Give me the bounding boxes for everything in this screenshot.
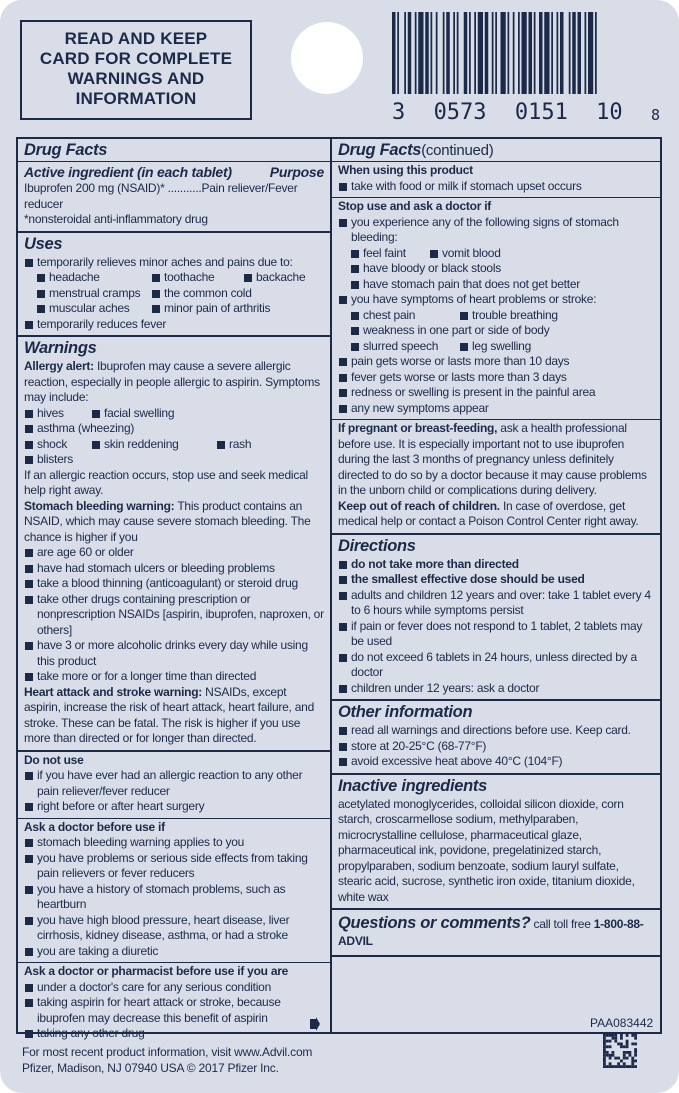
allergy-after: If an allergic reaction occurs, stop use and seek medical help right away. (24, 467, 308, 497)
use-item: menstrual cramps (36, 286, 147, 302)
stop-use-item: fever gets worse or lasts more than 3 days (338, 370, 654, 386)
ask-doctor-heading: Ask a doctor before use if (24, 819, 165, 834)
bleed-item: have stomach pain that does not get better (350, 277, 654, 293)
ask-pharmacist-item: taking any other drug (24, 1026, 324, 1042)
directions-heading: Directions (338, 536, 416, 555)
stop-use-section (332, 198, 660, 420)
stomach-label: Stomach bleeding warning: (24, 498, 175, 513)
heart-symptom: weakness in one part or side of body (350, 323, 654, 339)
warnings-heading: Warnings (24, 339, 97, 357)
barcode (392, 12, 660, 94)
active-ingredient-section (18, 162, 330, 233)
pregnancy-label: If pregnant or breast-feeding, (338, 421, 498, 435)
heart-text: NSAIDs, except aspirin, increase the risk of heart attack, heart failure, and stroke. These can be fatal. The risk is higher if you use more than directed or for longer than directed. (24, 684, 314, 745)
stomach-item: are age 60 or older (24, 545, 324, 561)
arrow-right-icon (310, 1017, 320, 1031)
other-information-heading: Other information (338, 703, 473, 721)
heart-warning (24, 685, 324, 747)
ask-doctor-item: you have problems or serious side effects from taking pain relievers or fever reducers (24, 851, 324, 882)
ask-doctor-item: you have a history of stomach problems, such as heartburn (24, 882, 324, 913)
barcode-digit-3: 0151 (514, 100, 568, 125)
uses-section (18, 233, 330, 338)
use-item: muscular aches (36, 301, 147, 317)
read-and-keep-box (20, 20, 252, 120)
use-item: toothache (151, 270, 239, 286)
directions-bold-item: do not take more than directed (338, 557, 654, 573)
bleed-item: vomit blood (429, 246, 501, 262)
drug-facts-title: Drug Facts (24, 141, 108, 159)
directions-item: children under 12 years: ask a doctor (338, 681, 654, 697)
active-ingredient-row (24, 163, 324, 181)
stomach-item: have had stomach ulcers or bleeding problems (24, 561, 324, 577)
drug-facts-continued-header (332, 139, 660, 162)
heart-symptom: chest pain (350, 308, 455, 324)
bleed-row-3 (338, 277, 654, 293)
right-column (332, 139, 660, 1032)
heart-row-2 (338, 323, 654, 339)
stop-use-item: pain gets worse or lasts more than 10 days (338, 354, 654, 370)
symptom-item: shock (24, 437, 87, 453)
symptom-item: skin reddening (91, 437, 212, 453)
allergy-alert (24, 359, 324, 406)
when-using-heading: When using this product (338, 163, 473, 177)
other-info-item: avoid excessive heat above 40°C (104°F) (338, 754, 654, 770)
bleed-row-1 (338, 246, 654, 262)
read-line-1: READ AND KEEP (64, 29, 208, 48)
questions-phone: 1-800-88-ADVIL (338, 917, 644, 948)
ask-pharmacist-section (18, 963, 330, 1045)
datamatrix-code (602, 1034, 638, 1068)
questions-heading: Questions or comments? (338, 914, 531, 932)
ask-doctor-section (18, 819, 330, 964)
other-info-item: store at 20-25°C (68-77°F) (338, 739, 654, 755)
uses-fever: temporarily reduces fever (24, 317, 324, 333)
read-line-2: CARD FOR COMPLETE (39, 49, 233, 68)
continued-label: (continued) (421, 142, 494, 159)
directions-section (332, 535, 660, 702)
uses-row-2 (24, 286, 324, 302)
use-item: minor pain of arthritis (151, 301, 270, 317)
ask-pharmacist-item: taking aspirin for heart attack or stroke, because ibuprofen may decrease this benefit of aspirin (24, 995, 324, 1026)
pregnancy-section (332, 420, 660, 535)
nsaid-footnote: *nonsteroidal anti-inflammatory drug (24, 212, 208, 226)
barcode-digit-1: 3 (392, 100, 406, 125)
do-not-use-item: right before or after heart surgery (24, 799, 324, 815)
when-using-item: take with food or milk if stomach upset occurs (338, 179, 654, 195)
when-using-section (332, 162, 660, 198)
inactive-ingredients-heading: Inactive ingredients (338, 776, 487, 795)
warnings-section (18, 337, 330, 752)
other-information-section (332, 701, 660, 775)
drug-facts-panel (16, 137, 662, 1040)
drug-facts-continued-title: Drug Facts (338, 141, 422, 159)
symptom-item: rash (216, 437, 269, 453)
stomach-item: take more or for a longer time than directed (24, 669, 324, 685)
read-line-4: INFORMATION (75, 89, 197, 108)
heart-row-1 (338, 308, 654, 324)
heart-intro: you have symptoms of heart problems or stroke: (338, 292, 654, 308)
directions-bold-item: the smallest effective dose should be used (338, 572, 654, 588)
directions-item: if pain or fever does not respond to 1 tablet, 2 tablets may be used (338, 619, 654, 650)
barcode-number (392, 100, 660, 125)
heart-row-3 (338, 339, 654, 355)
ask-pharmacist-item: under a doctor's care for any serious condition (24, 980, 324, 996)
active-ingredient-heading: Active ingredient (in each tablet) (24, 164, 232, 180)
use-item: backache (243, 270, 305, 286)
stop-use-heading: Stop use and ask a doctor if (338, 199, 492, 213)
symptom-item: asthma (wheezing) (24, 421, 134, 437)
read-line-3: WARNINGS AND (67, 69, 205, 88)
stop-use-item: redness or swelling is present in the painful area (338, 385, 654, 401)
uses-row-3 (24, 301, 324, 317)
questions-section (332, 910, 660, 957)
symptom-item: blisters (24, 452, 73, 468)
pregnancy-body: ask a health professional before use. It is especially important not to use ibuprofen during the last 3 months of pregnancy unless definitely directed to do so by a doctor because it may cause problems in the unborn child or complications during delivery. (338, 421, 647, 497)
keep-out-body: In case of overdose, get medical help or contact a Poison Control Center right away. (338, 498, 639, 528)
bleed-item: have bloody or black stools (350, 261, 654, 277)
footer-line-1: For most recent product information, visit www.Advil.com (22, 1045, 313, 1059)
allergy-label: Allergy alert: (24, 359, 94, 373)
stop-use-intro: you experience any of the following signs of stomach bleeding: (338, 215, 654, 246)
inactive-ingredients-section (332, 775, 660, 911)
card-hanging-hole (291, 22, 363, 94)
allergy-text: Ibuprofen may cause a severe allergic reaction, especially in people allergic to aspirin. Symptoms may include: (24, 359, 320, 404)
heart-symptom: leg swelling (459, 339, 531, 355)
ask-pharmacist-heading: Ask a doctor or pharmacist before use if you are (24, 964, 289, 978)
bleed-item: feel faint (350, 246, 425, 262)
ask-doctor-item: you are taking a diuretic (24, 944, 324, 960)
stomach-item: have 3 or more alcoholic drinks every day while using this product (24, 638, 324, 669)
heart-symptom: trouble breathing (459, 308, 558, 324)
left-column (18, 139, 332, 1040)
pregnancy-text (338, 421, 654, 499)
inactive-ingredients-text: acetylated monoglycerides, colloidal silicon dioxide, corn starch, croscarmellose sodium, methylparaben, microcrystalline cellulose, pharmaceutical glaze, pharmaceutical ink, povidone, pregelatinized starch, propylparaben, sodium benzoate, sodium lauryl sulfate, stearic acid, sucrose, synthetic iron oxide, titanium dioxide, white wax (338, 796, 635, 904)
directions-item: do not exceed 6 tablets in 24 hours, unless directed by a doctor (338, 650, 654, 681)
ask-doctor-item: stomach bleeding warning applies to you (24, 835, 324, 851)
stomach-item: take a blood thinning (anticoagulant) or steroid drug (24, 576, 324, 592)
do-not-use-section (18, 752, 330, 819)
do-not-use-item: if you have ever had an allergic reaction to any other pain reliever/fever reducer (24, 768, 324, 799)
use-item: headache (36, 270, 147, 286)
purpose-heading: Purpose (269, 164, 324, 180)
do-not-use-heading: Do not use (24, 752, 84, 767)
ask-doctor-item: you have high blood pressure, heart disease, liver cirrhosis, kidney disease, asthma, or had a stroke (24, 913, 324, 944)
symptom-item: facial swelling (91, 406, 212, 422)
stomach-text: This product contains an NSAID, which may cause severe stomach bleeding. The chance is higher if you (24, 498, 311, 544)
barcode-digit-4: 10 (596, 100, 623, 125)
bleed-row-2 (338, 261, 654, 277)
uses-row-1 (24, 270, 324, 286)
symptoms-row-2 (24, 437, 324, 468)
barcode-digit-5: 8 (650, 106, 660, 124)
heart-label: Heart attack and stroke warning: (24, 684, 203, 699)
stop-use-item: any new symptoms appear (338, 401, 654, 417)
other-info-item: read all warnings and directions before use. Keep card. (338, 723, 654, 739)
keep-out-text (338, 499, 654, 530)
barcode-digit-2: 0573 (433, 100, 487, 125)
symptoms-row-1 (24, 406, 324, 437)
heart-symptom: slurred speech (350, 339, 455, 355)
keep-out-label: Keep out of reach of children. (338, 498, 500, 513)
drug-facts-header (18, 139, 330, 162)
footer (22, 1044, 312, 1076)
footer-line-2: Pfizer, Madison, NJ 07940 USA © 2017 Pfizer Inc. (22, 1061, 279, 1075)
stomach-item: take other drugs containing prescription or nonprescription NSAIDs [aspirin, ibuprofen, naproxen, or others] (24, 592, 324, 639)
questions-text: call toll free (533, 917, 591, 931)
uses-heading: Uses (24, 234, 63, 253)
uses-intro: temporarily relieves minor aches and pains due to: (24, 255, 324, 271)
stomach-warning (24, 499, 324, 546)
ingredient-line: Ibuprofen 200 mg (NSAID)* ...........Pain reliever/Fever reducer (24, 181, 298, 211)
symptom-item: hives (24, 406, 87, 422)
use-item: the common cold (151, 286, 252, 302)
product-code: PAA083442 (590, 1016, 654, 1030)
directions-item: adults and children 12 years and over: take 1 tablet every 4 to 6 hours while symptoms persist (338, 588, 654, 619)
